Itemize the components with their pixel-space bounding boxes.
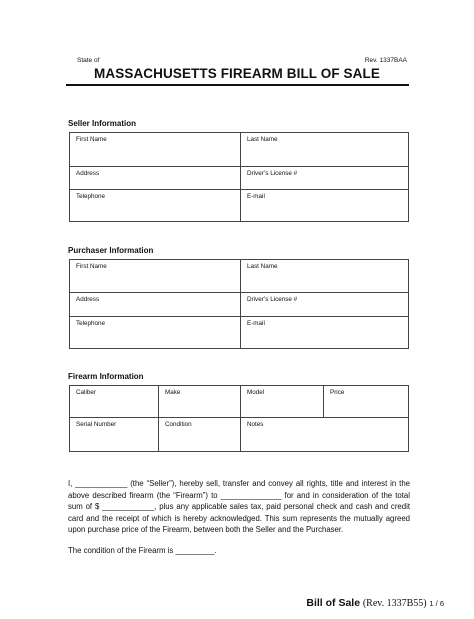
firearm-info-table <box>69 385 409 452</box>
seller-drivers-license-label: Driver’s License # <box>247 170 298 177</box>
firearm-price-field[interactable] <box>324 386 409 418</box>
seller-telephone-label: Telephone <box>76 193 106 200</box>
firearm-serial-number-label: Serial Number <box>76 421 117 428</box>
purchaser-email-field[interactable] <box>241 317 409 349</box>
firearm-serial-number-field[interactable] <box>70 418 159 452</box>
purchaser-telephone-field[interactable] <box>70 317 241 349</box>
seller-address-field[interactable] <box>70 167 241 190</box>
footer-revision: (Rev. 1337B55) <box>362 598 427 609</box>
purchaser-drivers-license-field[interactable] <box>241 293 409 317</box>
firearm-caliber-field[interactable] <box>70 386 159 418</box>
seller-last-name-field[interactable] <box>241 133 409 167</box>
purchaser-last-name-field[interactable] <box>241 260 409 293</box>
title-divider <box>66 84 409 86</box>
purchaser-drivers-license-label: Driver’s License # <box>247 296 298 303</box>
firearm-condition-label: Condition <box>165 421 192 428</box>
firearm-condition-statement: The condition of the Firearm is _________. <box>68 546 217 555</box>
seller-email-label: E-mail <box>247 193 265 200</box>
purchaser-address-label: Address <box>76 296 100 303</box>
seller-address-label: Address <box>76 170 100 177</box>
seller-first-name-field[interactable] <box>70 133 241 167</box>
firearm-make-field[interactable] <box>159 386 241 418</box>
revision-number: Rev. 1337BAA <box>364 57 407 64</box>
firearm-caliber-label: Caliber <box>76 389 96 396</box>
seller-info-table <box>69 132 409 222</box>
seller-first-name-label: First Name <box>76 136 107 143</box>
firearm-model-field[interactable] <box>241 386 324 418</box>
firearm-make-label: Make <box>165 389 181 396</box>
page-footer <box>306 597 444 609</box>
purchaser-address-field[interactable] <box>70 293 241 317</box>
seller-section-heading: Seller Information <box>68 119 137 128</box>
sale-agreement-paragraph: I, ____________ (the “Seller”), hereby sell, transfer and convey all rights, title and interest in the above described firearm (the “Firearm”) to ______________ for and in consideration of the total sum of $ ____________, plus any applicable sales tax, paid personal check and cash and credit card and the receipt of which is hereby acknowledged. This sum represents the mutually agreed upon purchase price of the Firearm, between both the Seller and the Purchaser. <box>68 479 410 535</box>
purchaser-info-table <box>69 259 409 349</box>
page-number: 1 / 6 <box>429 599 444 608</box>
firearm-notes-label: Notes <box>247 421 264 428</box>
seller-telephone-field[interactable] <box>70 190 241 222</box>
firearm-section-heading: Firearm Information <box>68 372 144 381</box>
purchaser-telephone-label: Telephone <box>76 320 106 327</box>
purchaser-section-heading: Purchaser Information <box>68 246 154 255</box>
state-label: State of <box>77 57 100 64</box>
seller-last-name-label: Last Name <box>247 136 278 143</box>
firearm-notes-field[interactable] <box>241 418 409 452</box>
page-title: MASSACHUSETTS FIREARM BILL OF SALE <box>94 66 380 81</box>
footer-doc-name: Bill of Sale <box>306 597 361 609</box>
seller-email-field[interactable] <box>241 190 409 222</box>
purchaser-first-name-label: First Name <box>76 263 107 270</box>
firearm-condition-field[interactable] <box>159 418 241 452</box>
firearm-model-label: Model <box>247 389 265 396</box>
firearm-price-label: Price <box>330 389 345 396</box>
purchaser-email-label: E-mail <box>247 320 265 327</box>
purchaser-last-name-label: Last Name <box>247 263 278 270</box>
seller-drivers-license-field[interactable] <box>241 167 409 190</box>
purchaser-first-name-field[interactable] <box>70 260 241 293</box>
